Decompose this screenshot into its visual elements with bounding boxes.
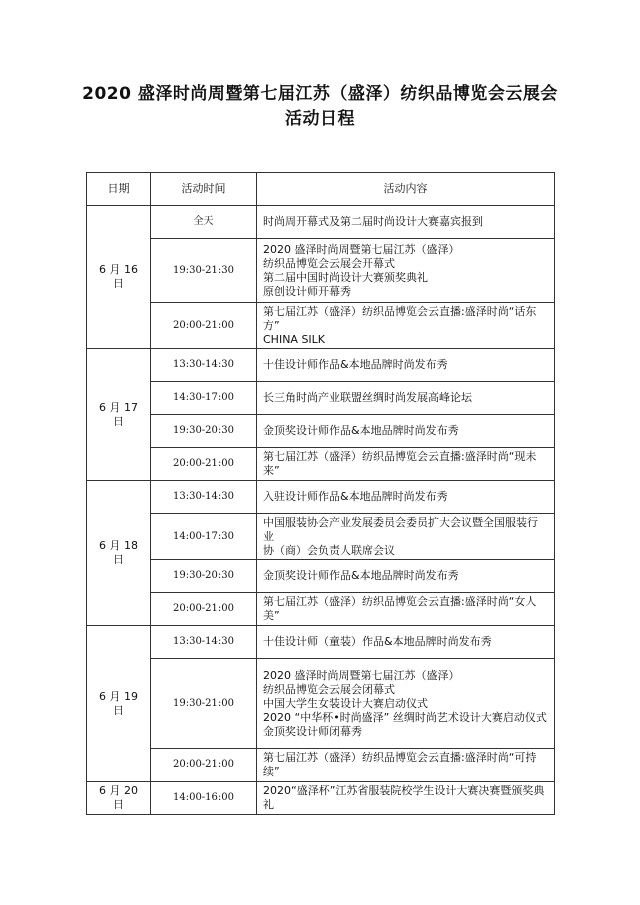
time-cell: 19:30-21:30 (151, 239, 257, 303)
activity-cell (257, 593, 555, 626)
table-row (87, 239, 555, 303)
schedule-table (86, 172, 555, 815)
activity-line: 长三角时尚产业联盟丝绸时尚发展高峰论坛 (263, 391, 472, 404)
header-time: 活动时间 (151, 173, 257, 206)
time-cell: 13:30-14:30 (151, 481, 257, 514)
time-cell: 19:30-21:00 (151, 659, 257, 749)
table-row (87, 659, 555, 749)
table-row (87, 448, 555, 481)
activity-line: 中国服装协会产业发展委员会委员扩大会议暨全国服装行业 (263, 515, 538, 543)
activity-cell (257, 448, 555, 481)
activity-cell (257, 749, 555, 782)
activity-cell (257, 481, 555, 514)
time-cell: 全天 (151, 206, 257, 239)
activity-cell (257, 514, 555, 560)
activity-line: 中国大学生女装设计大赛启动仪式 (263, 696, 428, 710)
activity-line: 2020 “中华杯•时尚盛泽” 丝绸时尚艺术设计大赛启动仪式 (263, 710, 547, 724)
activity-line: 第二届中国时尚设计大赛颁奖典礼 (263, 270, 428, 284)
activity-line: 金顶奖设计师闭幕秀 (263, 724, 362, 738)
activity-line: 纺织品博览会云展会闭幕式 (263, 682, 395, 696)
activity-line: 第七届江苏（盛泽）纺织品博览会云直播:盛泽时尚“现未来” (263, 450, 537, 477)
date-cell: 6 月 16 日 (87, 206, 151, 349)
time-cell: 13:30-14:30 (151, 349, 257, 382)
activity-line: 金顶奖设计师作品&本地品牌时尚发布秀 (263, 569, 459, 582)
time-cell: 19:30-20:30 (151, 415, 257, 448)
activity-line: 十佳设计师作品&本地品牌时尚发布秀 (263, 358, 448, 371)
date-cell: 6 月 17 日 (87, 349, 151, 481)
activity-line: 时尚周开幕式及第二届时尚设计大赛嘉宾报到 (263, 215, 483, 228)
activity-cell (257, 206, 555, 239)
activity-cell (257, 659, 555, 749)
activity-cell (257, 626, 555, 659)
table-row (87, 303, 555, 349)
table-row (87, 415, 555, 448)
activity-line: 第七届江苏（盛泽）纺织品博览会云直播:盛泽时尚“可持续” (263, 751, 537, 778)
activity-line: CHINA SILK (263, 332, 326, 346)
header-activity: 活动内容 (257, 173, 555, 206)
time-cell: 14:00-16:00 (151, 782, 257, 815)
schedule-body (87, 206, 555, 815)
activity-line: 原创设计师开幕秀 (263, 284, 351, 298)
time-cell: 14:00-17:30 (151, 514, 257, 560)
document-title: 2020 盛泽时尚周暨第七届江苏（盛泽）纺织品博览会云展会 (82, 84, 558, 104)
document-subtitle: 活动日程 (285, 109, 355, 129)
header-row (87, 173, 555, 206)
header-date: 日期 (87, 173, 151, 206)
date-cell: 6 月 20 日 (87, 782, 151, 815)
activity-cell (257, 303, 555, 349)
time-cell: 13:30-14:30 (151, 626, 257, 659)
activity-line: 2020“盛泽杯”江苏省服装院校学生设计大赛决赛暨颁奖典礼 (263, 784, 545, 811)
activity-cell (257, 382, 555, 415)
activity-line: 金顶奖设计师作品&本地品牌时尚发布秀 (263, 424, 459, 437)
activity-line: 入驻设计师作品&本地品牌时尚发布秀 (263, 490, 448, 503)
activity-line: 协（商）会负责人联席会议 (263, 543, 395, 557)
activity-cell (257, 349, 555, 382)
table-row (87, 382, 555, 415)
activity-cell (257, 239, 555, 303)
time-cell: 20:00-21:00 (151, 448, 257, 481)
table-row (87, 481, 555, 514)
time-cell: 20:00-21:00 (151, 303, 257, 349)
table-row (87, 514, 555, 560)
time-cell: 19:30-20:30 (151, 560, 257, 593)
activity-cell (257, 560, 555, 593)
table-row (87, 593, 555, 626)
table-row (87, 349, 555, 382)
date-cell: 6 月 19 日 (87, 626, 151, 782)
activity-line: 第七届江苏（盛泽）纺织品博览会云直播:盛泽时尚“话东方” (263, 304, 537, 332)
time-cell: 20:00-21:00 (151, 749, 257, 782)
activity-line: 第七届江苏（盛泽）纺织品博览会云直播:盛泽时尚“女人美” (263, 595, 537, 622)
date-cell: 6 月 18 日 (87, 481, 151, 626)
table-row (87, 749, 555, 782)
table-row (87, 206, 555, 239)
table-row (87, 626, 555, 659)
table-row (87, 782, 555, 815)
time-cell: 14:30-17:00 (151, 382, 257, 415)
table-row (87, 560, 555, 593)
activity-line: 纺织品博览会云展会开幕式 (263, 256, 395, 270)
activity-cell (257, 782, 555, 815)
activity-line: 2020 盛泽时尚周暨第七届江苏（盛泽） (263, 242, 460, 256)
activity-line: 2020 盛泽时尚周暨第七届江苏（盛泽） (263, 668, 460, 682)
activity-line: 十佳设计师（童装）作品&本地品牌时尚发布秀 (263, 635, 492, 648)
activity-cell (257, 415, 555, 448)
time-cell: 20:00-21:00 (151, 593, 257, 626)
